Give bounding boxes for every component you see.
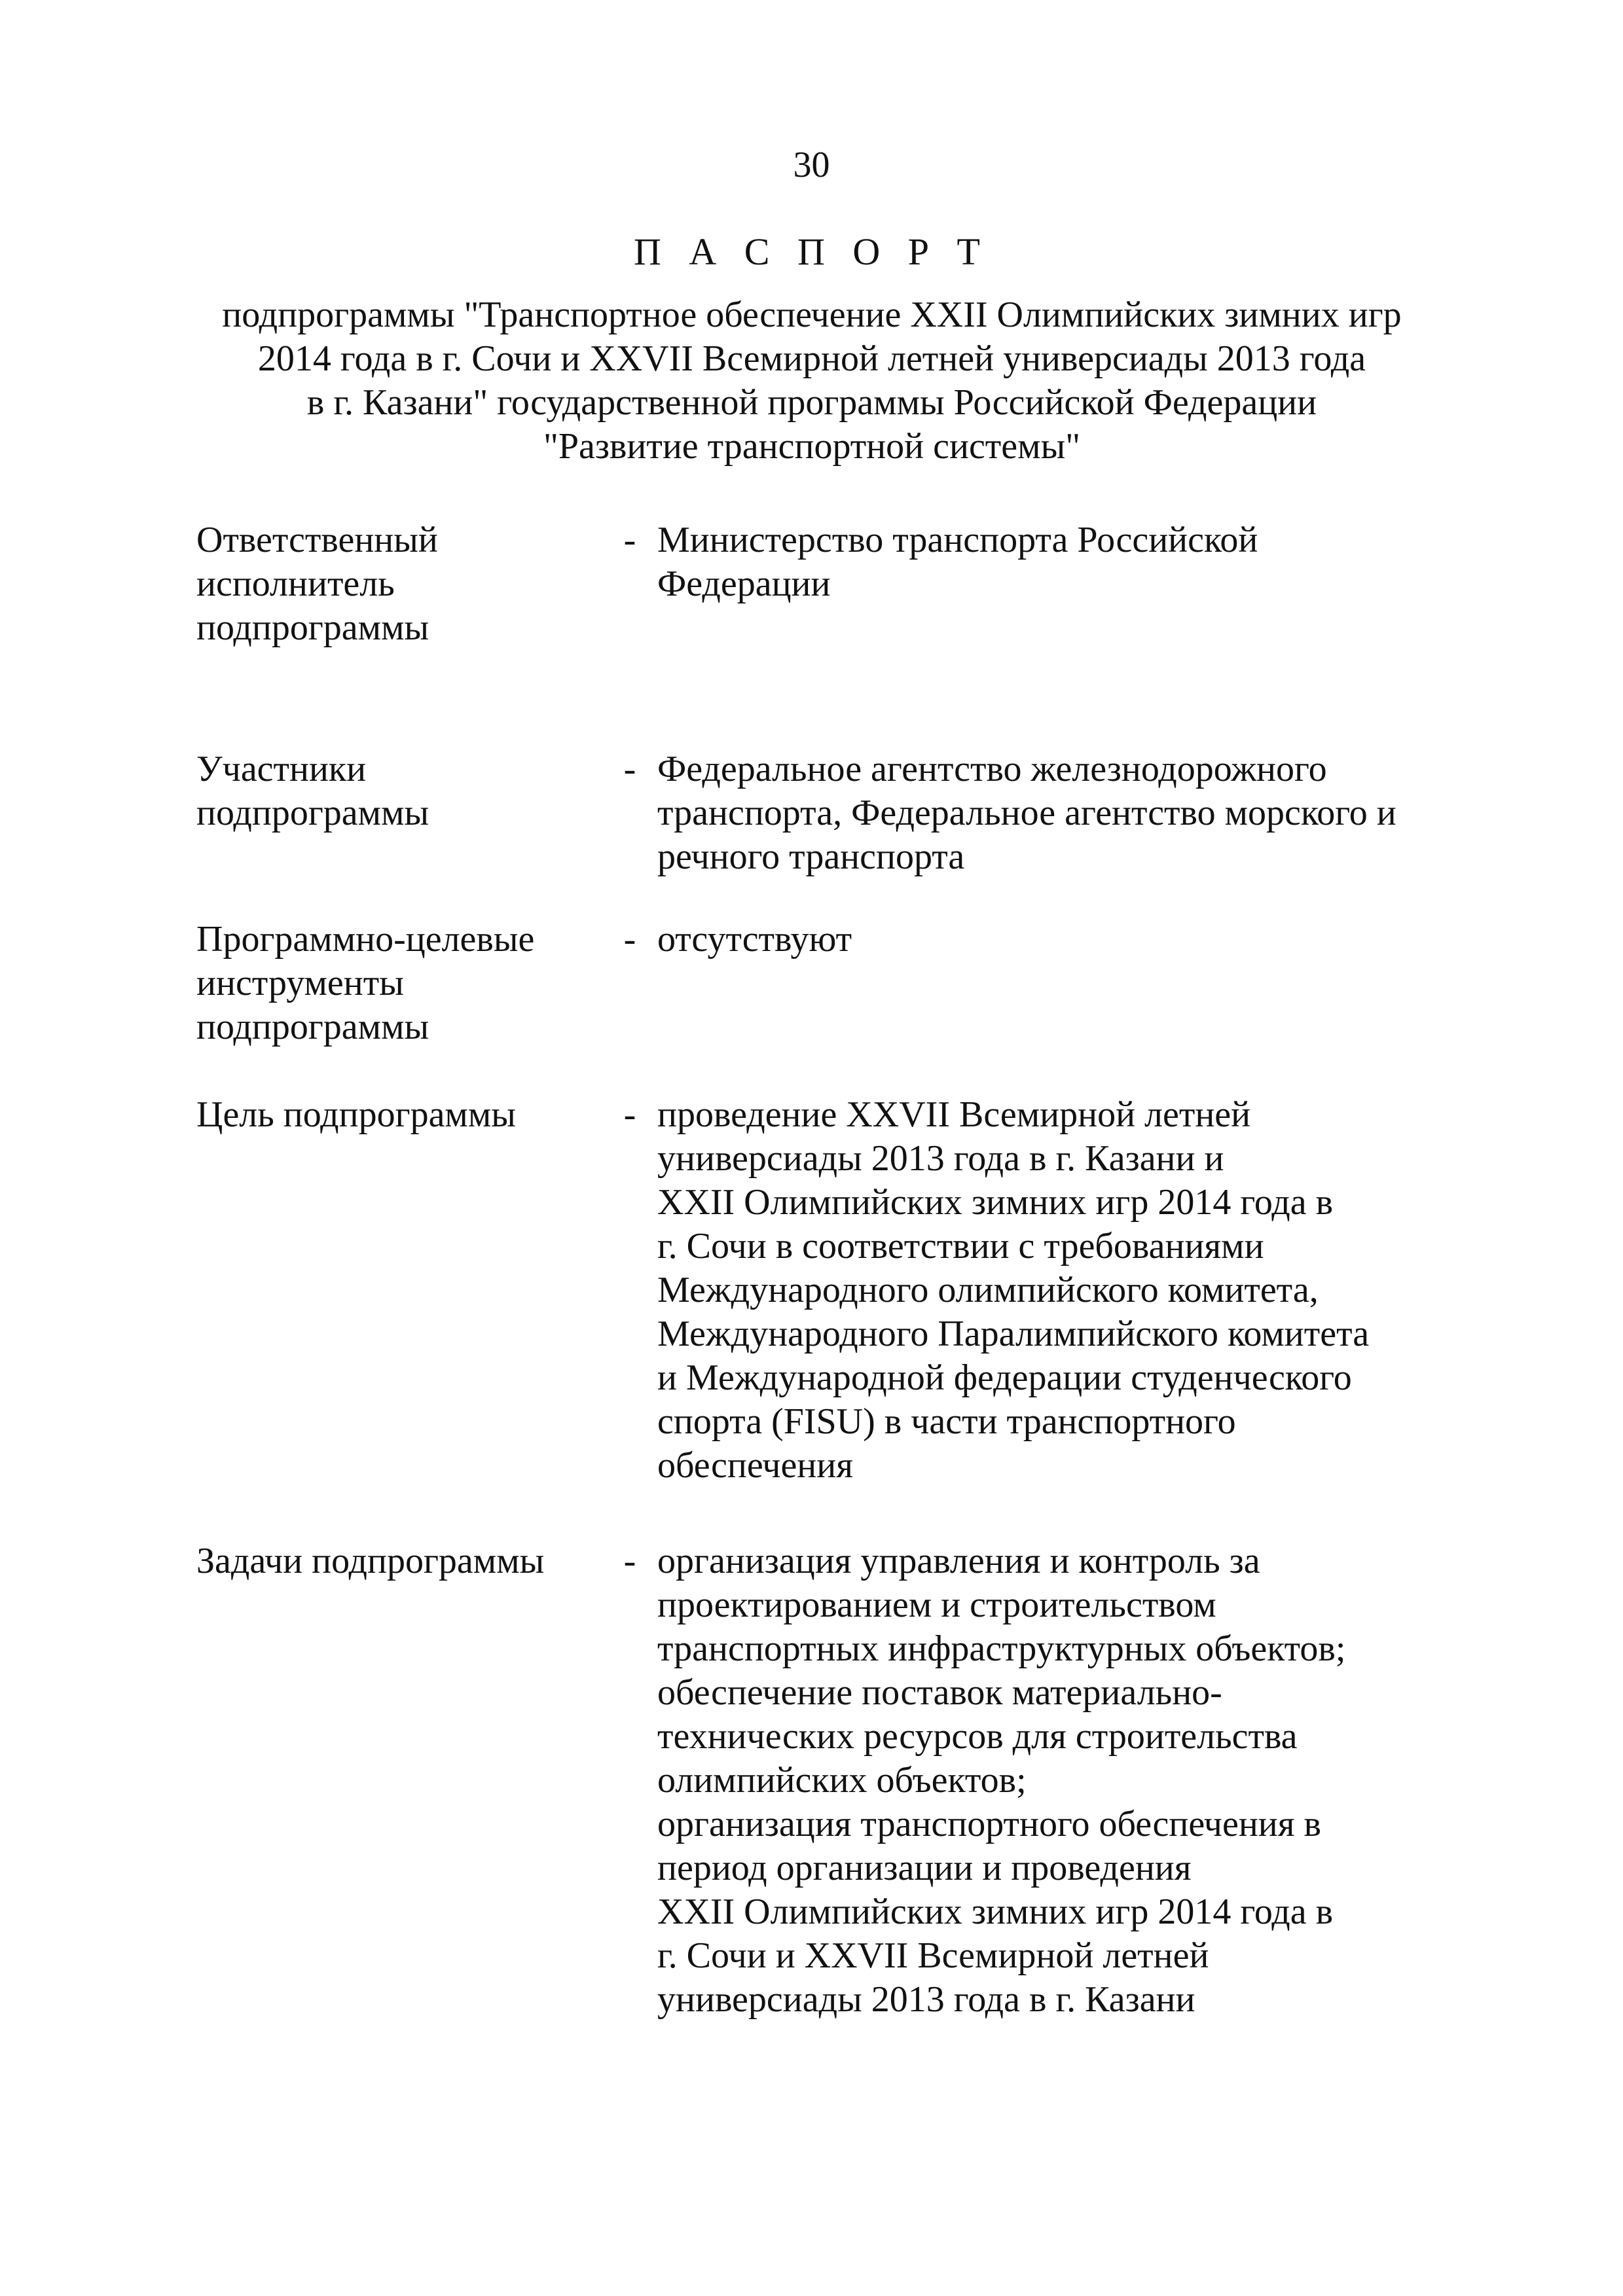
subtitle-line: в г. Казани" государственной программы Российской Федерации (306, 382, 1317, 423)
passport-row-goal (196, 1093, 1473, 1539)
row-dash: - (623, 1541, 636, 1581)
document-subtitle (177, 293, 1447, 469)
subtitle-line: подпрограммы "Транспортное обеспечение XXII Олимпийских зимних игр (222, 295, 1402, 335)
row-value: проведение XXVII Всемирной летней универсиады 2013 года в г. Казани и XXII Олимпийских зимних игр 2014 года в г. Сочи в соответствии с требованиями Международного олимпийского комитета, Международного Паралимпийского комитета и Международной федерации студенческого спорта (FISU) в части транспортного обеспечения (657, 1094, 1370, 1486)
row-value: Федеральное агентство железнодорожного транспорта, Федеральное агентство морского и речного транспорта (657, 749, 1396, 877)
row-value: организация управления и контроль за проектированием и строительством транспортных инфраструктурных объектов; обеспечение поставок материально- технических ресурсов для строительства олимпийских объектов; организация транспортного обеспечения в период организации и проведения XXII Олимпийских зимних игр 2014 года в г. Сочи и XXVII Всемирной летней универсиады 2013 года в г. Казани (657, 1541, 1346, 2020)
passport-row-instruments (196, 918, 1473, 1093)
row-label: Цель подпрограммы (196, 1094, 516, 1135)
page-number: 30 (793, 145, 830, 185)
row-dash: - (623, 749, 636, 789)
passport-row-participants (196, 747, 1473, 918)
row-dash: - (623, 919, 636, 960)
row-value: отсутствуют (657, 919, 852, 960)
row-dash: - (623, 1094, 636, 1135)
passport-table (196, 518, 1473, 2022)
subtitle-line: 2014 года в г. Сочи и XXVII Всемирной летней универсиады 2013 года (257, 338, 1366, 379)
document-title: П А С П О Р Т (634, 230, 989, 273)
row-value: Министерство транспорта Российской Федерации (657, 520, 1258, 604)
subtitle-line: "Развитие транспортной системы" (543, 426, 1081, 467)
row-label: Задачи подпрограммы (196, 1541, 545, 1581)
row-label: Ответственный исполнитель подпрограммы (196, 520, 438, 648)
row-label: Программно-целевые инструменты подпрограммы (196, 919, 535, 1047)
passport-row-responsible (196, 518, 1473, 747)
row-label: Участники подпрограммы (196, 749, 429, 833)
passport-row-tasks (196, 1539, 1473, 2022)
row-dash: - (623, 520, 636, 560)
